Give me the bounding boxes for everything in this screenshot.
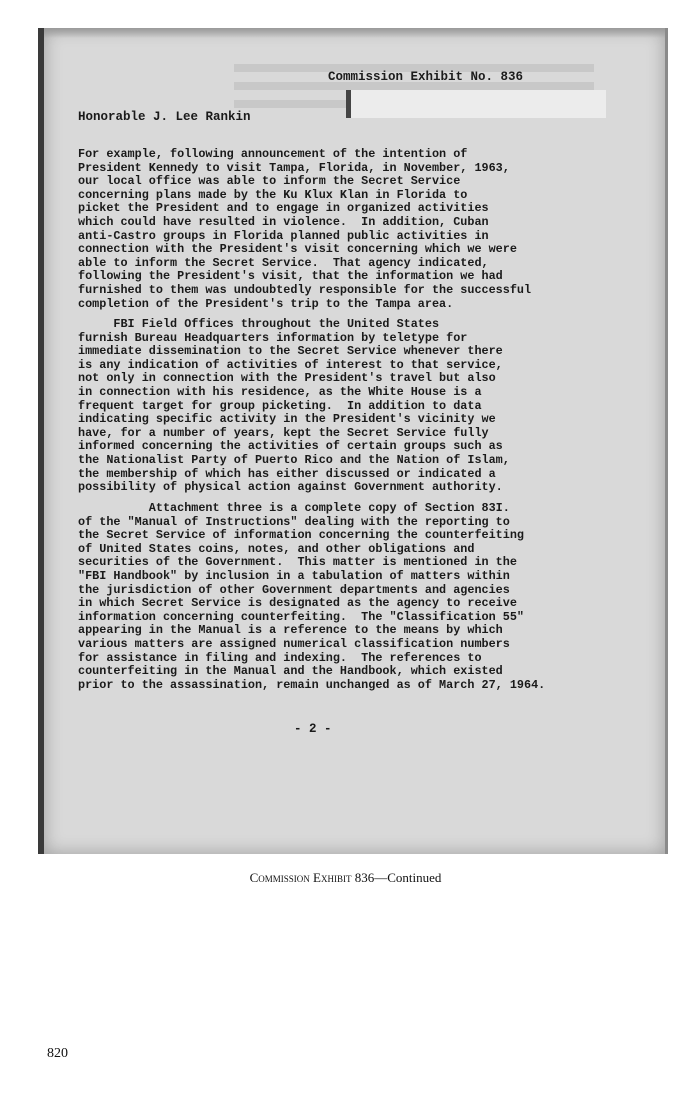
text-line: various matters are assigned numerical classification numbers bbox=[78, 636, 510, 651]
addressee-line: Honorable J. Lee Rankin bbox=[78, 110, 251, 124]
text-line: of the "Manual of Instructions" dealing with the reporting to bbox=[78, 514, 510, 529]
exhibit-label: Commission Exhibit No. 836 bbox=[328, 70, 524, 84]
text-line: the Nationalist Party of Puerto Rico and the Nation of Islam, bbox=[78, 452, 510, 467]
text-line: in connection with his residence, as the White House is a bbox=[78, 384, 482, 399]
text-line: anti-Castro groups in Florida planned public activities in bbox=[78, 228, 489, 243]
text-line: concerning plans made by the Ku Klux Klan in Florida to bbox=[78, 187, 468, 202]
text-line: is any indication of activities of interest to that service, bbox=[78, 357, 503, 372]
text-line: Attachment three is a complete copy of Section 83I. bbox=[78, 501, 510, 515]
text-line: possibility of physical action against Government authority. bbox=[78, 480, 503, 495]
text-line: furnish Bureau Headquarters information by teletype for bbox=[78, 330, 468, 345]
text-line: information concerning counterfeiting. The "Classification 55" bbox=[78, 609, 524, 624]
text-line: of United States coins, notes, and other obligations and bbox=[78, 541, 475, 556]
paragraph-attachment-three bbox=[78, 502, 598, 692]
text-line: completion of the President's trip to the Tampa area. bbox=[78, 296, 454, 311]
text-line: immediate dissemination to the Secret Service whenever there bbox=[78, 344, 503, 359]
exhibit-label-tab bbox=[346, 90, 606, 118]
text-line: For example, following announcement of the intention of bbox=[78, 147, 468, 161]
text-line: the Secret Service of information concerning the counterfeiting bbox=[78, 528, 524, 543]
text-line: counterfeiting in the Manual and the Handbook, which existed bbox=[78, 664, 503, 679]
text-line: President Kennedy to visit Tampa, Florida, in November, 1963, bbox=[78, 160, 510, 175]
text-line: not only in connection with the President's travel but also bbox=[78, 371, 496, 386]
text-line: furnished to them was undoubtedly responsible for the successful bbox=[78, 282, 532, 297]
exhibit-caption bbox=[0, 870, 691, 886]
text-line: the jurisdiction of other Government departments and agencies bbox=[78, 582, 510, 597]
text-line: indicating specific activity in the President's vicinity we bbox=[78, 412, 496, 427]
text-line: have, for a number of years, kept the Secret Service fully bbox=[78, 425, 489, 440]
text-line: which could have resulted in violence. In addition, Cuban bbox=[78, 214, 489, 229]
text-line: "FBI Handbook" by inclusion in a tabulation of matters within bbox=[78, 568, 510, 583]
text-line: appearing in the Manual is a reference to the means by which bbox=[78, 623, 503, 638]
text-line: prior to the assassination, remain unchanged as of March 27, 1964. bbox=[78, 677, 546, 692]
text-line: frequent target for group picketing. In addition to data bbox=[78, 398, 482, 413]
text-line: for assistance in filing and indexing. The references to bbox=[78, 650, 482, 665]
text-line: able to inform the Secret Service. That agency indicated, bbox=[78, 255, 489, 270]
text-line: picket the President and to engage in organized activities bbox=[78, 201, 489, 216]
caption-main: Commission Exhibit 836 bbox=[249, 870, 375, 885]
letter-page-number: - 2 - bbox=[294, 722, 332, 736]
paragraph-tampa-visit bbox=[78, 148, 598, 311]
caption-suffix: —Continued bbox=[374, 870, 442, 885]
paragraph-field-offices bbox=[78, 318, 598, 495]
text-line: the membership of which has either discussed or indicated a bbox=[78, 466, 496, 481]
text-line: in which Secret Service is designated as the agency to receive bbox=[78, 596, 517, 611]
text-line: FBI Field Offices throughout the United States bbox=[78, 317, 440, 331]
text-line: connection with the President's visit concerning which we were bbox=[78, 242, 517, 257]
text-line: our local office was able to inform the Secret Service bbox=[78, 174, 461, 189]
text-line: securities of the Government. This matter is mentioned in the bbox=[78, 555, 517, 570]
book-page-number: 820 bbox=[47, 1046, 68, 1061]
text-line: following the President's visit, that the information we had bbox=[78, 269, 503, 284]
text-line: informed concerning the activities of certain groups such as bbox=[78, 439, 503, 454]
